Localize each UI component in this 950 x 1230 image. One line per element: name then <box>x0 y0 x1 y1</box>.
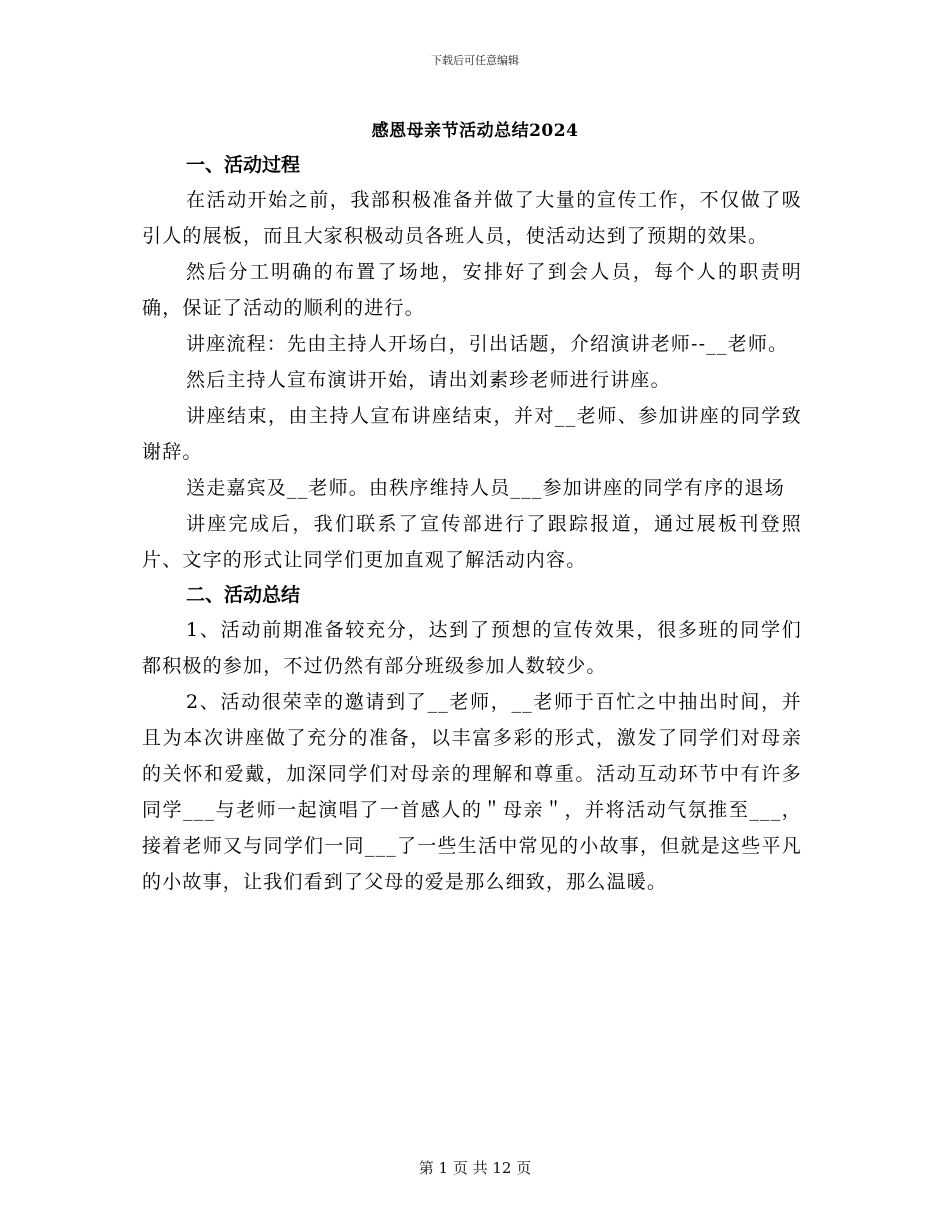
page-number: 第 1 页 共 12 页 <box>418 1159 532 1177</box>
paragraph: 在活动开始之前，我部积极准备并做了大量的宣传工作，不仅做了吸引人的展板，而且大家积极动员各班人员，使活动达到了预期的效果。 <box>142 189 802 247</box>
document-title: 感恩母亲节活动总结2024 <box>371 121 579 141</box>
document-body <box>142 148 802 900</box>
paragraph: 然后主持人宣布演讲开始，请出刘素珍老师进行讲座。 <box>186 369 671 391</box>
paragraph: 然后分工明确的布置了场地，安排好了到会人员，每个人的职责明确，保证了活动的顺利的进行。 <box>142 261 802 319</box>
header-note: 下载后可任意编辑 <box>431 54 519 67</box>
section-heading-activity-process: 一、活动过程 <box>186 154 301 176</box>
paragraph: 送走嘉宾及__老师。由秩序维持人员___参加讲座的同学有序的退场 <box>186 477 785 499</box>
paragraph: 2、活动很荣幸的邀请到了__老师，__老师于百忙之中抽出时间，并且为本次讲座做了充分的准备，以丰富多彩的形式，激发了同学们对母亲的关怀和爱戴，加深同学们对母亲的理解和尊重。活动互动环节中有许多同学___与老师一起演唱了一首感人的＂母亲＂，并将活动气氛推至___，接着老师又与同学们一同___了一些生活中常见的小故事，但就是这些平凡的小故事，让我们看到了父母的爱是那么细致，那么温暖。 <box>142 691 802 893</box>
section-heading-activity-summary: 二、活动总结 <box>186 584 301 606</box>
paragraph: 1、活动前期准备较充分，达到了预想的宣传效果，很多班的同学们都积极的参加，不过仍然有部分班级参加人数较少。 <box>142 619 802 677</box>
paragraph: 讲座流程：先由主持人开场白，引出话题，介绍演讲老师--__老师。 <box>186 333 789 355</box>
paragraph: 讲座结束，由主持人宣布讲座结束，并对__老师、参加讲座的同学致谢辞。 <box>142 405 802 463</box>
paragraph: 讲座完成后，我们联系了宣传部进行了跟踪报道，通过展板刊登照片、文字的形式让同学们更加直观了解活动内容。 <box>142 513 802 571</box>
